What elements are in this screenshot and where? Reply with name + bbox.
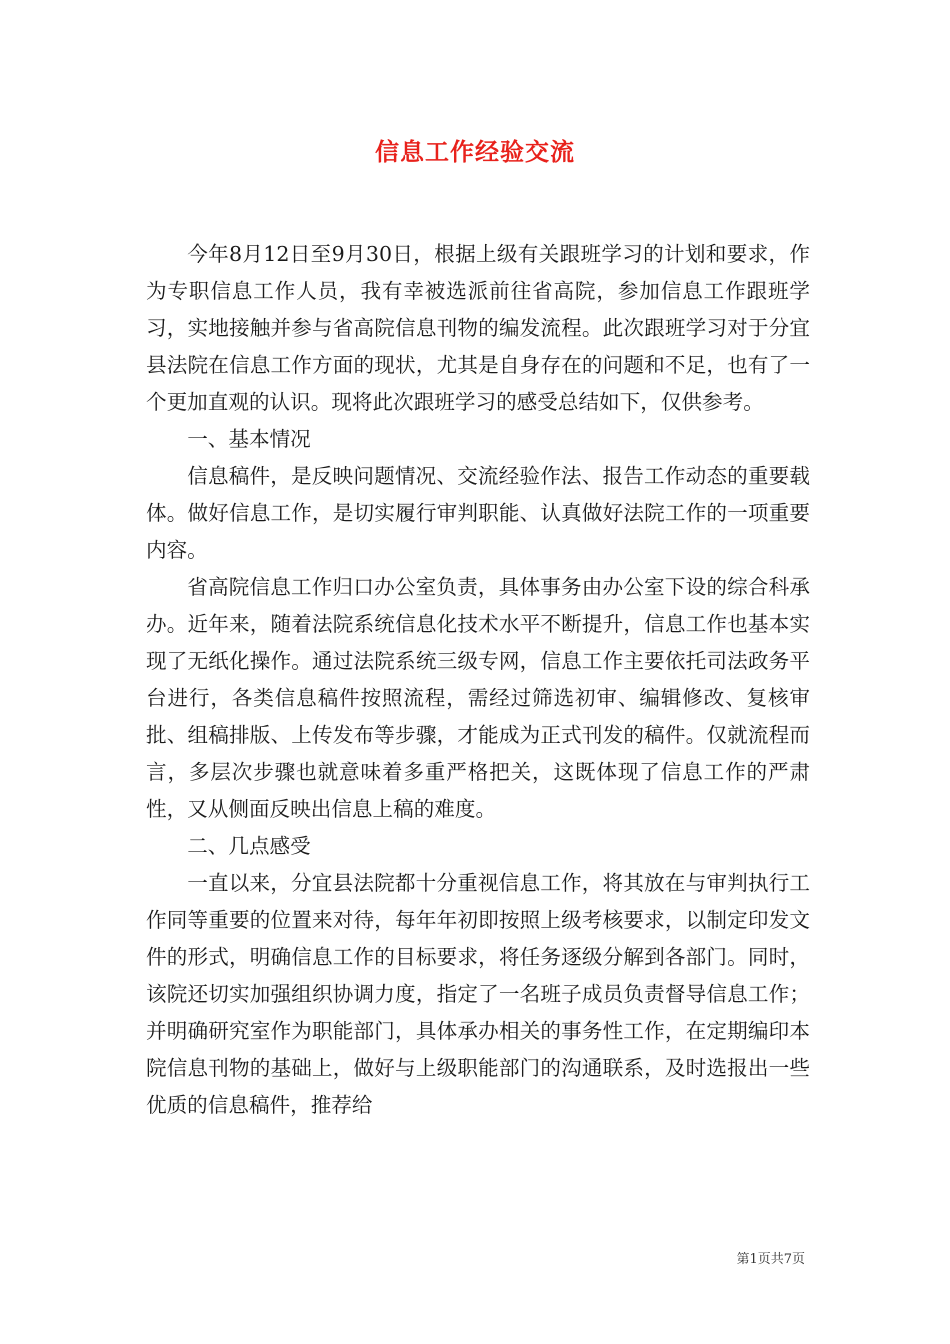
document-body: [146, 236, 810, 1124]
section-heading-basic: 一、基本情况: [187, 427, 311, 451]
paragraph-feelings-1: 一直以来，分宜县法院都十分重视信息工作，将其放在与审判执行工作同等重要的位置来对待，每年年初即按照上级考核要求，以制定印发文件的形式，明确信息工作的目标要求，将任务逐级分解到各部门。同时，该院还切实加强组织协调力度，指定了一名班子成员负责督导信息工作；并明确研究室作为职能部门，具体承办相关的事务性工作，在定期编印本院信息刊物的基础上，做好与上级职能部门的沟通联系，及时选报出一些优质的信息稿件，推荐给: [146, 871, 810, 1117]
paragraph-basic-2: 省高院信息工作归口办公室负责，具体事务由办公室下设的综合科承办。近年来，随着法院系统信息化技术水平不断提升，信息工作也基本实现了无纸化操作。通过法院系统三级专网，信息工作主要依托司法政务平台进行，各类信息稿件按照流程，需经过筛选初审、编辑修改、复核审批、组稿排版、上传发布等步骤，才能成为正式刊发的稿件。仅就流程而言，多层次步骤也就意味着多重严格把关，这既体现了信息工作的严肃性，又从侧面反映出信息上稿的难度。: [146, 575, 810, 821]
paragraph-basic-1: 信息稿件，是反映问题情况、交流经验作法、报告工作动态的重要载体。做好信息工作，是切实履行审判职能、认真做好法院工作的一项重要内容。: [146, 464, 810, 562]
paragraph-intro: 今年8月12日至9月30日，根据上级有关跟班学习的计划和要求，作为专职信息工作人员，我有幸被选派前往省高院，参加信息工作跟班学习，实地接触并参与省高院信息刊物的编发流程。此次跟班学习对于分宜县法院在信息工作方面的现状，尤其是自身存在的问题和不足，也有了一个更加直观的认识。现将此次跟班学习的感受总结如下，仅供参考。: [146, 242, 810, 414]
section-heading-feelings: 二、几点感受: [187, 834, 311, 858]
document-title: 信息工作经验交流: [375, 137, 575, 166]
page-number: 第1页共7页: [736, 1252, 805, 1267]
